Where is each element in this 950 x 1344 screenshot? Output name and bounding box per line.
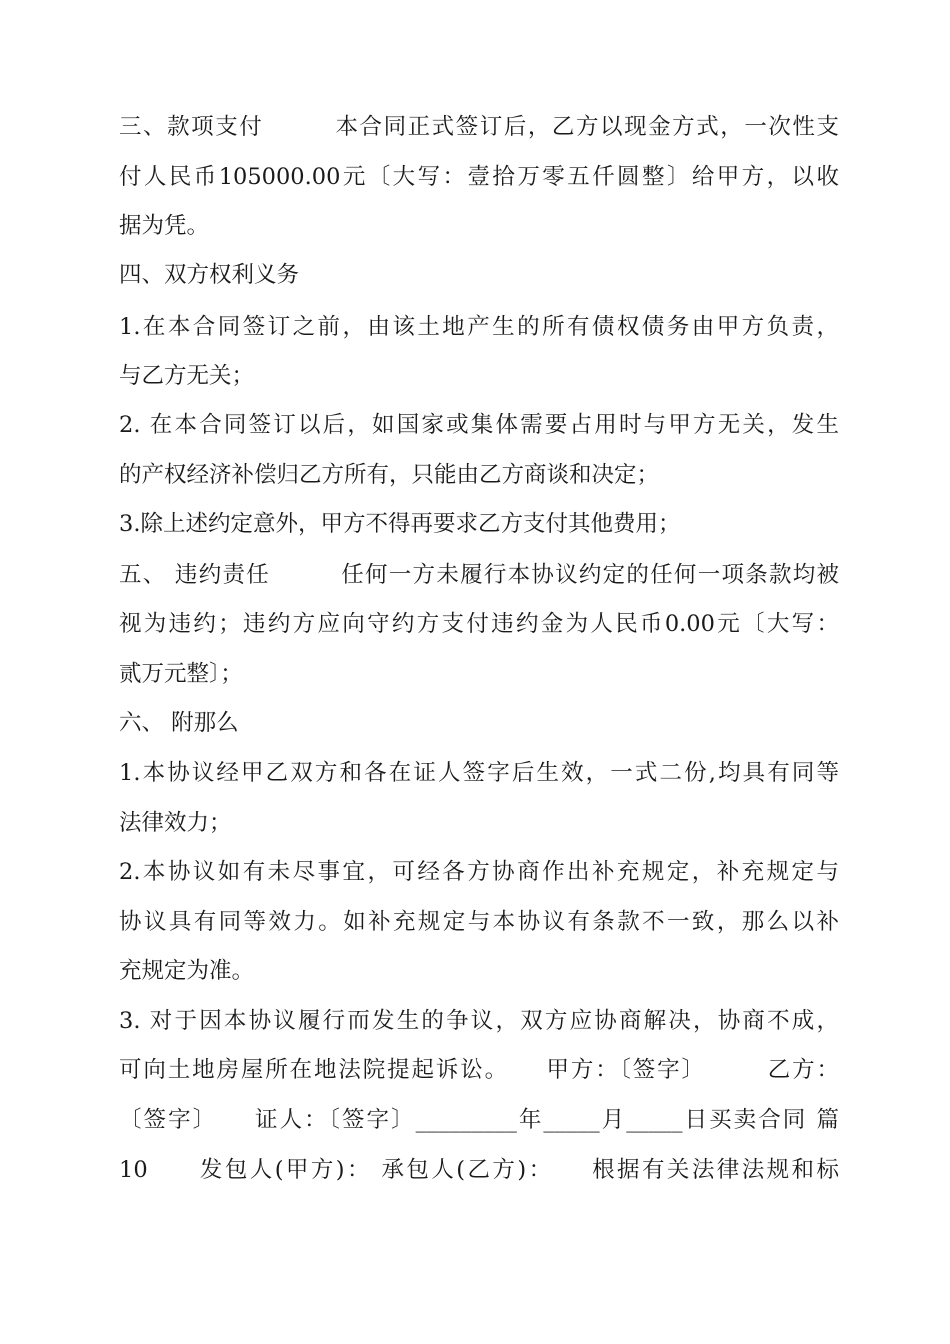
text-line: 〔签字〕 证人：〔签字〕_________年_____月_____日买卖合同 篇 [119,1107,839,1133]
text-line: 三、款项支付 本合同正式签订后，乙方以现金方式，一次性支 [119,114,839,140]
text-line: 视为违约；违约方应向守约方支付违约金为人民币0.00元〔大写： [119,611,839,637]
text-line: 3. 对于因本协议履行而发生的争议，双方应协商解决，协商不成， [119,1008,839,1034]
text-line: 2. 在本合同签订以后，如国家或集体需要占用时与甲方无关，发生 [119,412,839,438]
text-line: 五、 违约责任 任何一方未履行本协议约定的任何一项条款均被 [119,562,839,588]
text-line: 付人民币105000.00元〔大写：壹拾万零五仟圆整〕给甲方，以收 [119,164,839,190]
text-line: 3.除上述约定意外，甲方不得再要求乙方支付其他费用； [119,511,681,537]
text-line: 法律效力； [119,810,232,836]
text-line: 协议具有同等效力。如补充规定与本协议有条款不一致，那么以补 [119,909,839,935]
text-line: 2.本协议如有未尽事宜，可经各方协商作出补充规定，补充规定与 [119,859,839,885]
text-line: 据为凭。 [119,213,210,239]
section-heading: 六、 附那么 [119,710,239,736]
text-line: 1.在本合同签订之前，由该土地产生的所有债权债务由甲方负责， [119,314,839,340]
section-heading: 四、双方权利义务 [119,262,300,288]
text-line: 10 发包人(甲方)： 承包人(乙方)： 根据有关法律法规和标 [119,1157,839,1183]
text-line: 充规定为准。 [119,958,255,984]
text-line: 1.本协议经甲乙双方和各在证人签字后生效，一式二份,均具有同等 [119,760,839,786]
text-line: 贰万元整〕； [119,661,243,687]
text-line: 与乙方无关； [119,363,255,389]
text-line: 可向土地房屋所在地法院提起诉讼。 甲方：〔签字〕 乙方： [119,1057,839,1083]
text-line: 的产权经济补偿归乙方所有，只能由乙方商谈和决定； [119,462,660,488]
